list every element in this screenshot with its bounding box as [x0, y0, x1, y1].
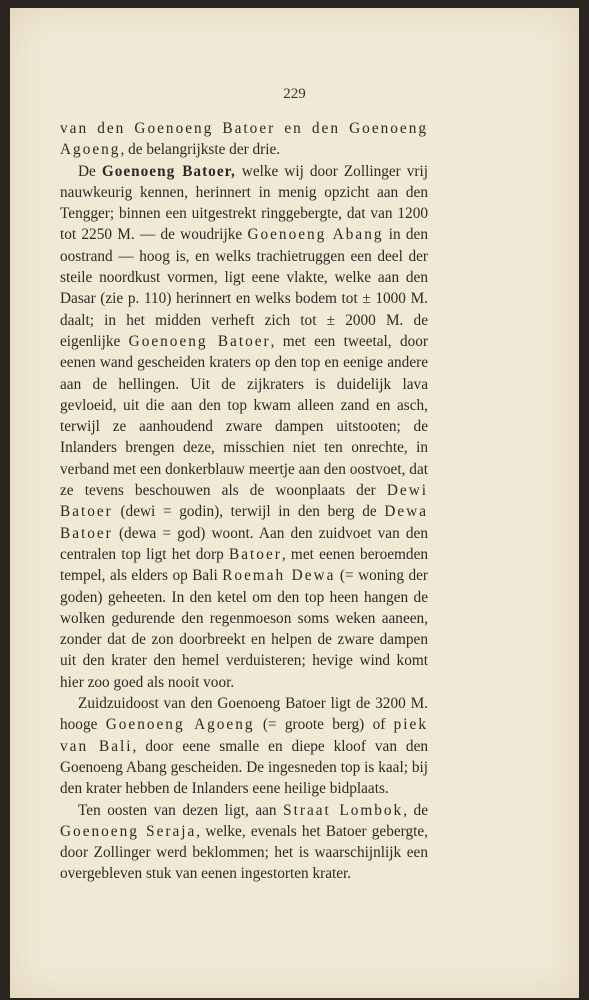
paragraph — [60, 118, 428, 161]
text-run: , de belangrijkste der drie. — [120, 141, 281, 159]
text-run: , de — [403, 801, 428, 819]
spaced-run: piek van Bali — [60, 716, 428, 755]
text-run: De — [78, 162, 102, 180]
text-run: (= groote berg) of — [254, 716, 394, 734]
text-run: (dewa = god) woont. Aan den zuidvoet van den centralen top ligt het dorp — [60, 524, 428, 563]
paragraph — [60, 693, 428, 799]
body-text — [60, 118, 428, 885]
spaced-run: Roemah Dewa — [222, 567, 336, 585]
book-page — [10, 8, 579, 998]
text-run: in den oostrand — hoog is, en welks trachietruggen een deel der steile noordkust vormen, ligt eene vlakte, welke aan den Dasar (zie p. 110) herinnert en welks bodem tot ± 1000 M. daalt; in het midden verheft zich tot ± 2000 M. de eigenlijke — [60, 226, 428, 350]
text-run: (dewi = godin), terwijl in den berg de — [112, 503, 385, 521]
text-run: , door eene smalle en diepe kloof van den Goenoeng Abang gescheiden. De ingesneden top is kaal; bij den krater hebben de Inlanders eene heilige bidplaats. — [60, 737, 429, 798]
spaced-run: Batoer — [229, 545, 282, 563]
text-run: welke wij door Zollinger vrij nauwkeurig kennen, herinnert in menig opzicht aan den Tengger; binnen een uitgestrekt ringgebergte, dat van 1200 tot 2250 M. — de woudrijke — [60, 162, 428, 244]
spaced-run: Straat Lombok — [283, 801, 404, 819]
text-run: Zuidzuidoost van den Goenoeng Batoer ligt de 3200 M. hooge — [60, 695, 428, 734]
text-run: , met eenen beroemden tempel, als elders op Bali — [60, 545, 429, 585]
text-run: Ten oosten van dezen ligt, aan — [78, 801, 284, 819]
page-number: 229 — [283, 86, 306, 102]
spaced-run: Dewa Batoer — [60, 503, 428, 542]
spaced-run: Goenoeng Seraja — [60, 822, 197, 840]
spaced-run: Goenoeng Abang — [247, 226, 384, 244]
text-run: , met een tweetal, door eenen wand gescheiden kraters op den top en eenige andere aan de hellingen. Uit de zijkraters is duidelijk lava gevloeid, uit die aan den top kwam alleen zand en asch, terwijl ze aanhoudend zware dampen uitstooten; de Inlanders brengen deze, misschien niet ten onrechte, in verband met een donkerblauw meertje aan den oostvoet, dat ze tevens beschouwen als de woonplaats der — [60, 332, 428, 500]
spaced-run: Goenoeng Batoer — [128, 332, 271, 350]
text-run: (= woning der goden) geheeten. In den ketel om den top heen hangen de wolken gedurende den regenmoeson soms weken aaneen, zonder dat de zon doorbreekt en helpen de zware dampen uit den krater den hemel verduisteren; hevige wind komt hier zoo goed als nooit voor. — [60, 567, 428, 691]
spaced-run: Dewi Batoer — [60, 482, 428, 521]
text-run: , welke, evenals het Batoer gebergte, door Zollinger werd beklommen; het is waarschijnlijk een overgebleven stuk van eenen ingestorten krater. — [60, 822, 428, 883]
paragraph — [60, 161, 428, 693]
paragraph — [60, 800, 428, 885]
spaced-run: van den Goenoeng Batoer en den Goenoeng Agoeng — [60, 120, 428, 159]
spaced-run: Goenoeng Agoeng — [105, 716, 255, 734]
bold-run: Goenoeng Batoer, — [101, 162, 236, 180]
